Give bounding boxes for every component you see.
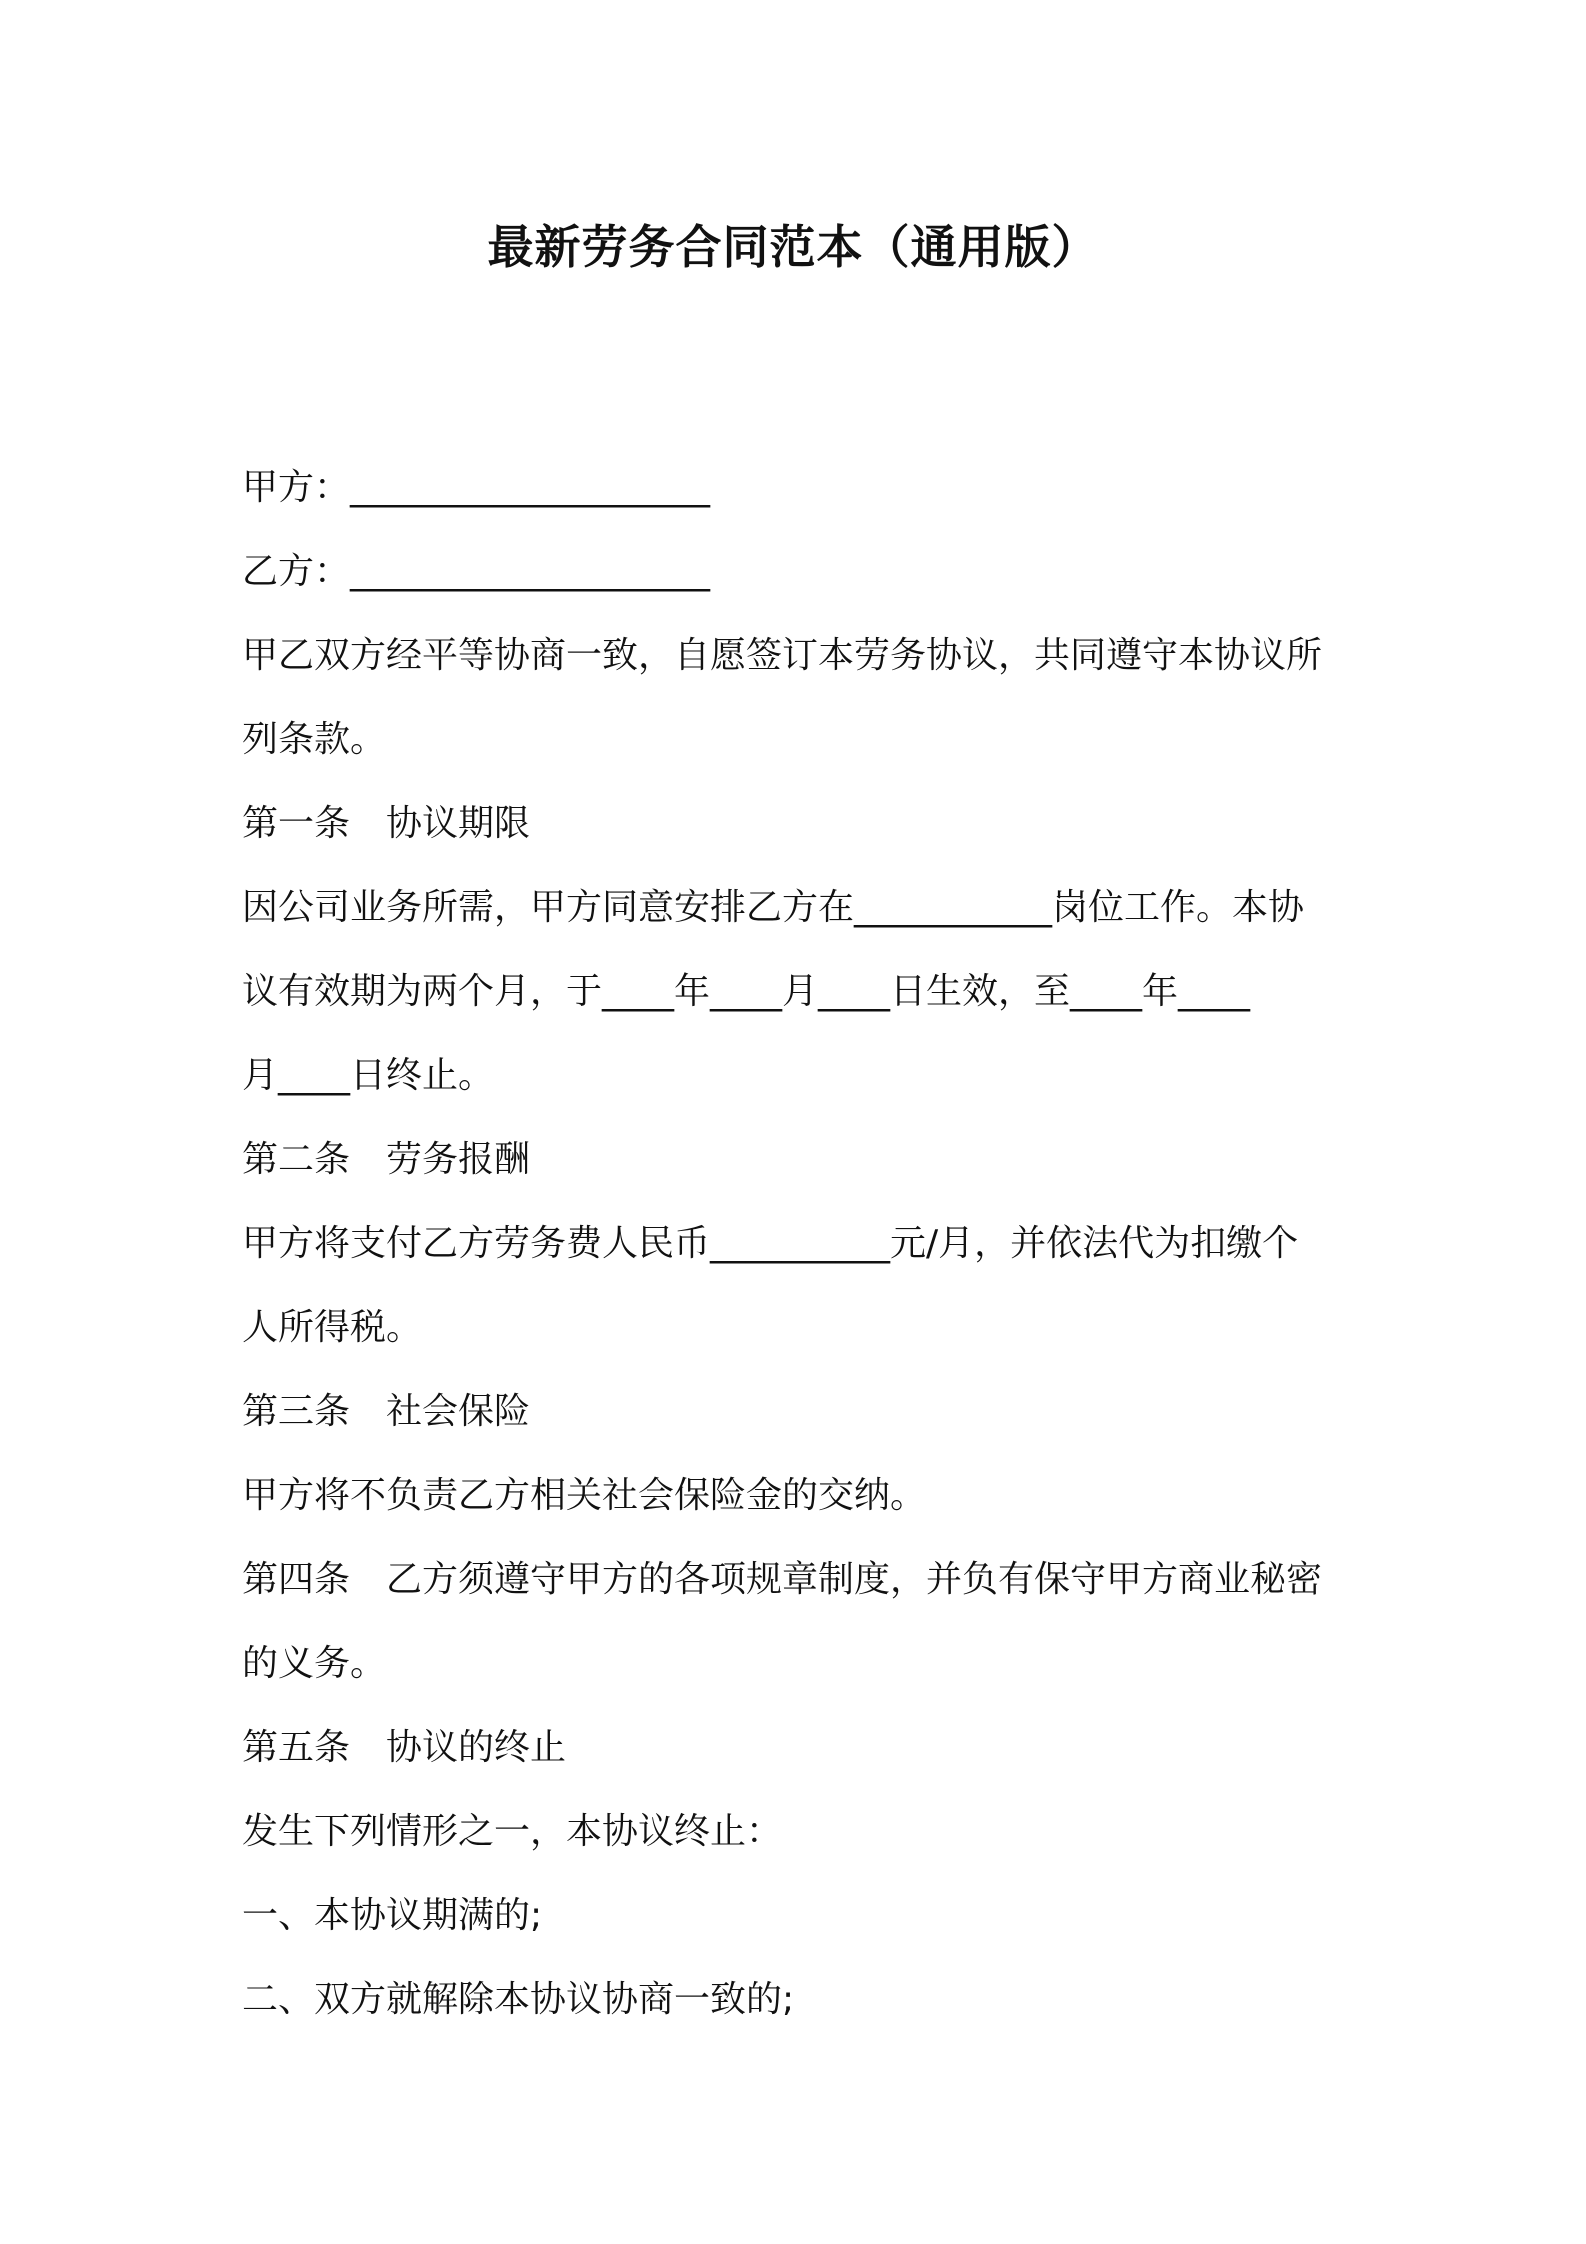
document-title: 最新劳务合同范本（通用版） [487, 220, 1099, 274]
party-b-line: 乙方：____________________ [242, 551, 711, 592]
article-2-heading: 第二条 劳务报酬 [242, 1139, 531, 1180]
article-4-text-2: 的义务。 [242, 1643, 387, 1684]
party-a-line: 甲方：____________________ [242, 467, 711, 508]
article-5-item-2: 二、双方就解除本协议协商一致的; [242, 1979, 795, 2020]
article-5-intro: 发生下列情形之一，本协议终止： [242, 1811, 783, 1852]
article-1-text-3: 月____日终止。 [242, 1055, 495, 1096]
article-3-heading: 第三条 社会保险 [242, 1391, 531, 1432]
intro-line-1: 甲乙双方经平等协商一致，自愿签订本劳务协议，共同遵守本协议所 [242, 635, 1323, 676]
article-1-text-1: 因公司业务所需，甲方同意安排乙方在___________岗位工作。本协 [242, 887, 1305, 928]
article-2-text-1: 甲方将支付乙方劳务费人民币__________元/月，并依法代为扣缴个 [242, 1223, 1299, 1264]
article-5-heading: 第五条 协议的终止 [242, 1727, 567, 1768]
article-1-text-2: 议有效期为两个月，于____年____月____日生效，至____年____ [242, 971, 1251, 1012]
document-body [242, 446, 1362, 2042]
article-1-heading: 第一条 协议期限 [242, 803, 531, 844]
article-2-text-2: 人所得税。 [242, 1307, 423, 1348]
intro-line-2: 列条款。 [242, 719, 387, 760]
article-5-item-1: 一、本协议期满的; [242, 1895, 543, 1936]
article-4-text-1: 第四条 乙方须遵守甲方的各项规章制度，并负有保守甲方商业秘密 [242, 1559, 1323, 1600]
article-3-text: 甲方将不负责乙方相关社会保险金的交纳。 [242, 1475, 927, 1516]
